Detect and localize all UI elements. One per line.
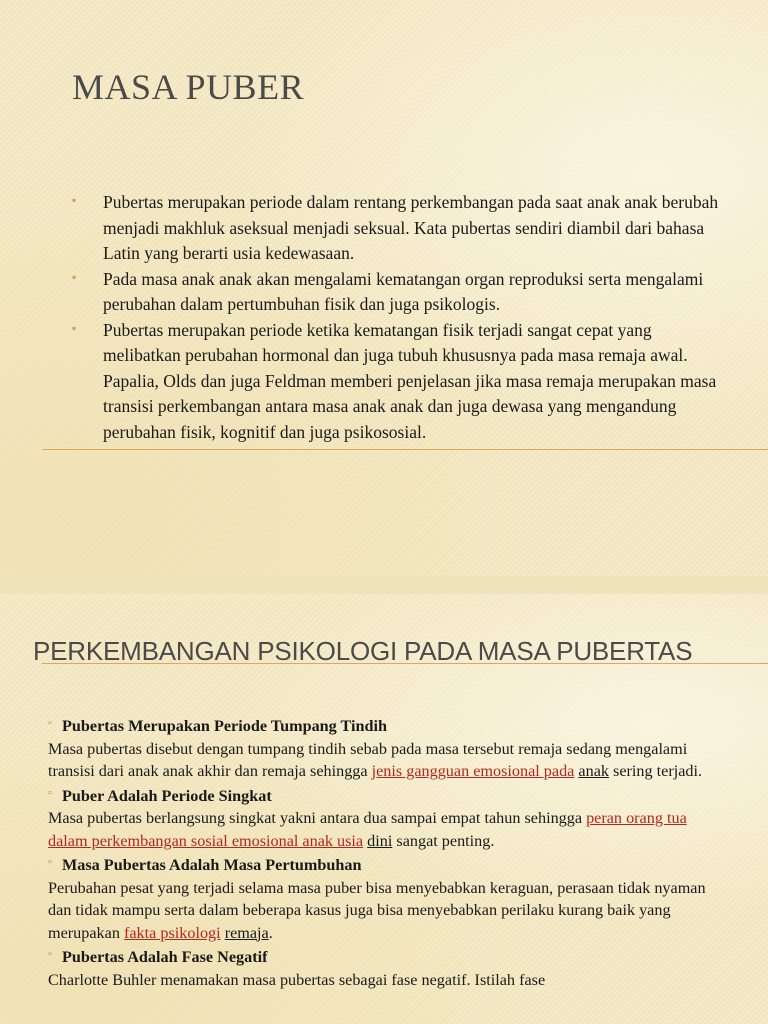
link[interactable]: dini (367, 831, 393, 850)
section-heading: ▫ Puber Adalah Periode Singkat (48, 785, 728, 808)
link[interactable]: jenis gangguan emosional pada (371, 762, 575, 780)
slide-title: MASA PUBER (72, 67, 305, 107)
bullet-item: ▪ Pada masa anak anak akan mengalami kematangan organ reproduksi serta mengalami perubahan dalam pertumbuhan fisik dan juga psikologis. (72, 267, 722, 318)
paragraph: Perubahan pesat yang terjadi selama masa puber bisa menyebabkan keraguan, perasaan tidak nyaman dan tidak mampu serta dalam beberapa kasus juga bisa menyebabkan perilaku kurang baik yang merupakan fakta psikologi remaja. (48, 878, 706, 942)
paragraph: Charlotte Buhler menamakan masa pubertas sebagai fase negatif. Istilah fase (48, 970, 546, 989)
slide-title: PERKEMBANGAN PSIKOLOGI PADA MASA PUBERTAS (33, 636, 693, 666)
bullet-icon: ▪ (72, 320, 77, 335)
bullet-item: ▪ Pubertas merupakan periode ketika kematangan fisik terjadi sangat cepat yang melibatkan perubahan hormonal dan juga tubuh khususnya pada masa remaja awal. Papalia, Olds dan juga Feldman memberi penjelasan jika masa remaja merupakan masa transisi perkembangan antara masa anak anak dan juga dewasa yang mengandung perubahan fisik, kognitif dan juga psikososial. (72, 318, 722, 446)
paragraph: Masa pubertas berlangsung singkat yakni antara dua sampai empat tahun sehingga peran orang tua dalam perkembangan sosial emosional anak usia dini sangat penting. (48, 809, 687, 850)
bullet-item: ▪ Pubertas merupakan periode dalam rentang perkembangan pada saat anak anak berubah menjadi makhluk aseksual menjadi seksual. Kata pubertas sendiri diambil dari bahasa Latin yang berarti usia kedewasaan. (72, 190, 722, 267)
bullet-icon: ▪ (72, 269, 77, 284)
slide-gap (0, 576, 768, 594)
section-heading: ▫ Pubertas Adalah Fase Negatif (48, 946, 728, 969)
paragraph: Masa pubertas disebut dengan tumpang tindih sebab pada masa tersebut remaja sedang mengalami transisi dari anak anak akhir dan remaja sehingga jenis gangguan emosional pada anak sering terjadi. (48, 739, 703, 780)
link[interactable]: remaja (224, 923, 269, 942)
bullet-icon: ▫ (48, 717, 52, 729)
link[interactable]: anak (578, 762, 609, 780)
bullet-icon: ▫ (48, 948, 52, 960)
section-heading: ▫ Pubertas Merupakan Periode Tumpang Tindih (48, 715, 728, 738)
link[interactable]: peran orang tua dalam perkembangan sosial emosional anak usia (48, 809, 687, 850)
section-heading: ▫ Masa Pubertas Adalah Masa Pertumbuhan (48, 854, 728, 877)
bullet-icon: ▫ (48, 786, 52, 799)
slide-body (48, 713, 728, 993)
bullet-icon: ▫ (48, 856, 52, 868)
divider-line (42, 449, 768, 450)
link[interactable]: fakta psikologi (123, 923, 221, 942)
bullet-icon: ▪ (72, 193, 77, 207)
bullet-list (72, 190, 722, 445)
